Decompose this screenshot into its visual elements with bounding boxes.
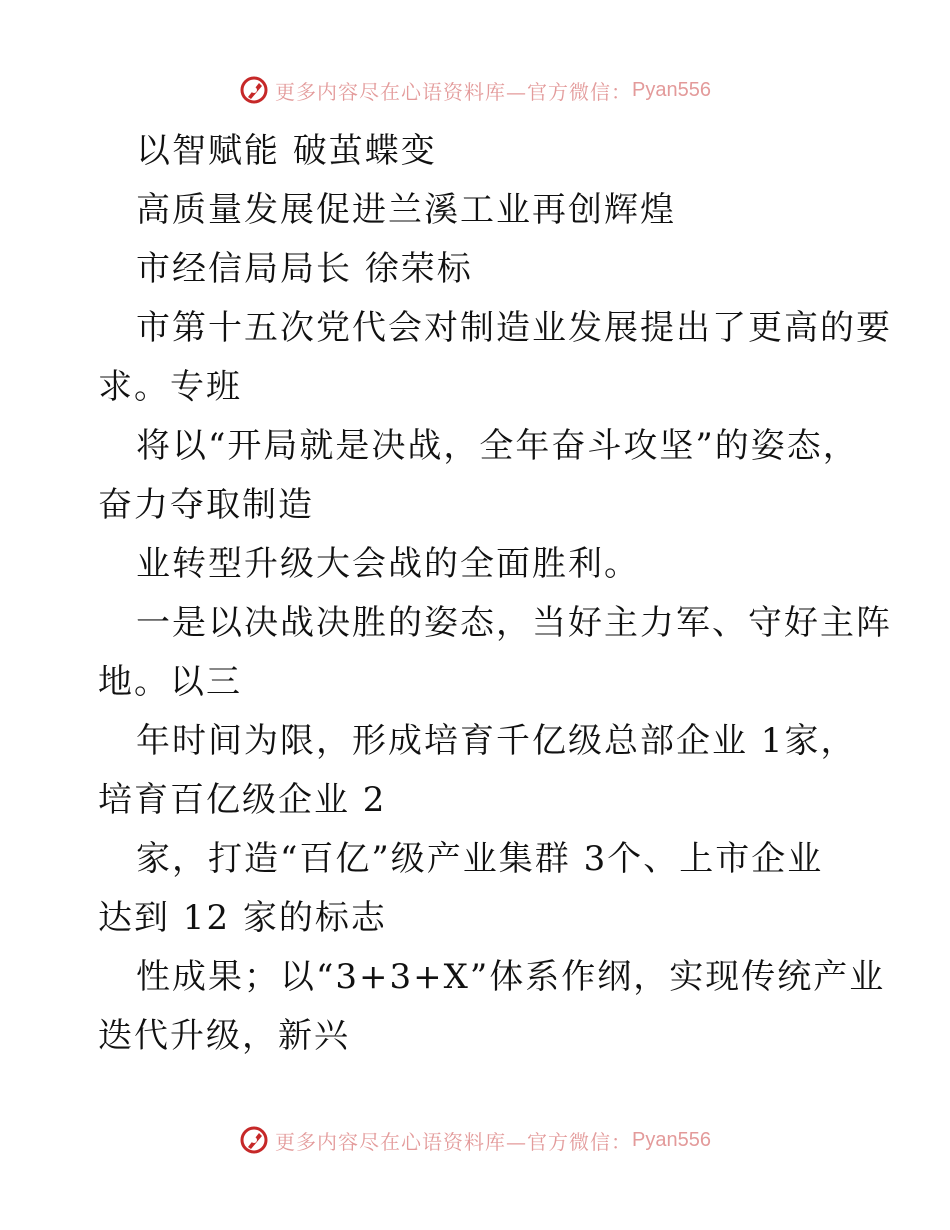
- doc-line: 家，打造“百亿”级产业集群 3个、上市企业: [136, 839, 824, 879]
- doc-line: 培育百亿级企业 2: [98, 780, 387, 820]
- watermark-text: 更多内容尽在心语资料库—官方微信：: [275, 1129, 633, 1154]
- doc-line: 奋力夺取制造: [98, 485, 314, 525]
- doc-line: 市经信局局长 徐荣标: [136, 249, 473, 289]
- doc-line: 一是以决战决胜的姿态，当好主力军、守好主阵: [136, 603, 892, 643]
- doc-line: 市第十五次党代会对制造业发展提出了更高的要: [136, 308, 892, 348]
- doc-line: 年时间为限，形成培育千亿级总部企业 1家，: [136, 721, 857, 761]
- watermark-wechat-id: Pyan556: [632, 78, 711, 101]
- watermark-wechat-id: Pyan556: [632, 1128, 711, 1151]
- red-pen-circle-logo-icon: [239, 1125, 269, 1155]
- doc-line: 以智赋能 破茧蝶变: [136, 131, 437, 171]
- footer-watermark: [0, 1120, 950, 1160]
- doc-line: 达到 12 家的标志: [98, 898, 387, 938]
- header-watermark: [0, 70, 950, 110]
- doc-line: 性成果；以“3+3+X”体系作纲，实现传统产业: [136, 957, 886, 997]
- doc-line: 业转型升级大会战的全面胜利。: [136, 544, 640, 584]
- doc-line: 地。以三: [98, 662, 242, 702]
- doc-line: 求。专班: [98, 367, 242, 407]
- document-body: [98, 122, 892, 1066]
- doc-line: 高质量发展促进兰溪工业再创辉煌: [136, 190, 676, 230]
- red-pen-circle-logo-icon: [239, 75, 269, 105]
- watermark-text: 更多内容尽在心语资料库—官方微信：: [275, 79, 633, 104]
- doc-line: 迭代升级，新兴: [98, 1016, 350, 1056]
- doc-line: 将以“开局就是决战，全年奋斗攻坚”的姿态，: [136, 426, 859, 466]
